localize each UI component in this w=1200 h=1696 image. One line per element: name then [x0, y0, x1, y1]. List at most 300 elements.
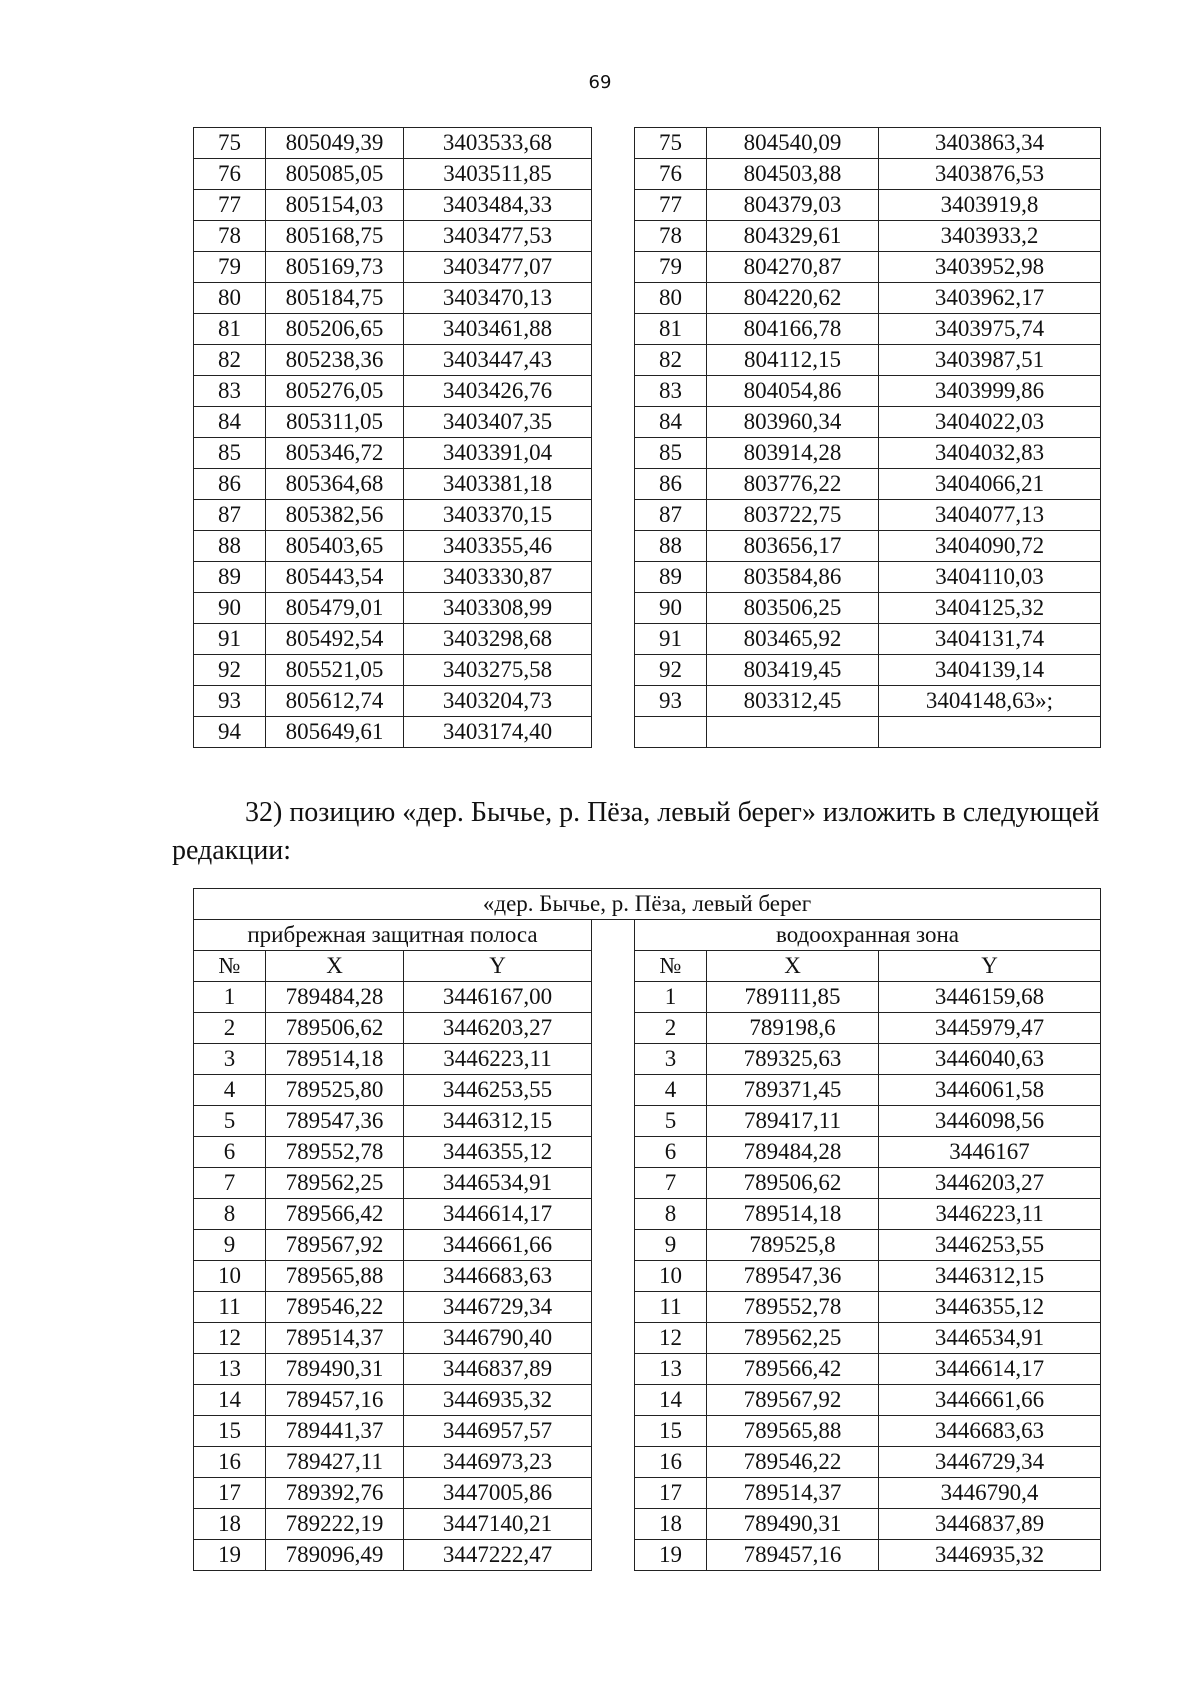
y-coordinate-left: 3446355,12: [404, 1137, 592, 1168]
point-number-left: 1: [194, 982, 266, 1013]
x-coordinate-left: 805649,61: [266, 717, 404, 748]
y-coordinate-left: 3403370,15: [404, 500, 592, 531]
point-number-left: 13: [194, 1354, 266, 1385]
column-gap: [592, 1230, 635, 1261]
point-number-left: 16: [194, 1447, 266, 1478]
y-coordinate-left: 3446683,63: [404, 1261, 592, 1292]
point-number-left: 83: [194, 376, 266, 407]
amendment-paragraph: 32) позицию «дер. Бычье, р. Пёза, левый берег» изложить в следующей редакции:: [172, 797, 1100, 866]
y-coordinate-right: 3446534,91: [879, 1323, 1101, 1354]
x-coordinate-left: 789514,37: [266, 1323, 404, 1354]
column-gap: [592, 1168, 635, 1199]
x-coordinate-right: 804112,15: [707, 345, 879, 376]
column-gap: [592, 1478, 635, 1509]
point-number-left: 88: [194, 531, 266, 562]
point-number-right: 2: [635, 1013, 707, 1044]
x-coordinate-right: 789371,45: [707, 1075, 879, 1106]
y-coordinate-right: 3446223,11: [879, 1199, 1101, 1230]
column-gap: [592, 283, 635, 314]
table-row: [194, 500, 1101, 531]
point-number-left: 12: [194, 1323, 266, 1354]
y-coordinate-right: 3446061,58: [879, 1075, 1101, 1106]
y-coordinate-left: 3403298,68: [404, 624, 592, 655]
point-number-right: 15: [635, 1416, 707, 1447]
table-row: [194, 1013, 1101, 1044]
table-row: [194, 190, 1101, 221]
x-coordinate-left: 805403,65: [266, 531, 404, 562]
y-coordinate-right: 3404110,03: [879, 562, 1101, 593]
y-coordinate-left: 3446973,23: [404, 1447, 592, 1478]
table-row: [194, 1354, 1101, 1385]
coastal-strip-header: прибрежная защитная полоса: [194, 920, 592, 951]
point-number-right: 92: [635, 655, 707, 686]
point-number-right: 87: [635, 500, 707, 531]
point-number-left: 17: [194, 1478, 266, 1509]
point-number-right: 16: [635, 1447, 707, 1478]
point-number-left: 77: [194, 190, 266, 221]
table-row: [194, 128, 1101, 159]
x-coordinate-left: 805311,05: [266, 407, 404, 438]
y-coordinate-left: 3446167,00: [404, 982, 592, 1013]
x-coordinate-left: 789441,37: [266, 1416, 404, 1447]
x-coordinate-right: 804270,87: [707, 252, 879, 283]
column-gap: [592, 655, 635, 686]
x-coordinate-left: 789547,36: [266, 1106, 404, 1137]
x-coordinate-right: 789567,92: [707, 1385, 879, 1416]
x-coordinate-left: 805492,54: [266, 624, 404, 655]
column-gap: [592, 190, 635, 221]
y-coordinate-right: 3446312,15: [879, 1261, 1101, 1292]
column-gap: [592, 1323, 635, 1354]
point-number-right: 12: [635, 1323, 707, 1354]
x-coordinate-left: 805049,39: [266, 128, 404, 159]
table-row: [194, 593, 1101, 624]
point-number-right: 17: [635, 1478, 707, 1509]
coordinates-table-continued: [193, 127, 1101, 748]
y-coordinate-left: 3446253,55: [404, 1075, 592, 1106]
point-number-right: 14: [635, 1385, 707, 1416]
x-coordinate-right: 789417,11: [707, 1106, 879, 1137]
point-number-right: 77: [635, 190, 707, 221]
x-coordinate-left: 805238,36: [266, 345, 404, 376]
x-coordinate-right: 789552,78: [707, 1292, 879, 1323]
column-gap: [592, 407, 635, 438]
table-row: [194, 1044, 1101, 1075]
point-number-right: 76: [635, 159, 707, 190]
y-coordinate-right: 3403876,53: [879, 159, 1101, 190]
y-coordinate-right: 3404139,14: [879, 655, 1101, 686]
point-number-right: 7: [635, 1168, 707, 1199]
table-row: [194, 624, 1101, 655]
column-gap: [592, 1199, 635, 1230]
y-coordinate-right: 3404148,63»;: [879, 686, 1101, 717]
point-number-left: 19: [194, 1540, 266, 1571]
header-x-right: X: [707, 951, 879, 982]
header-number-right: №: [635, 951, 707, 982]
x-coordinate-left: 805169,73: [266, 252, 404, 283]
x-coordinate-left: 805206,65: [266, 314, 404, 345]
point-number-right: 78: [635, 221, 707, 252]
y-coordinate-left: 3447222,47: [404, 1540, 592, 1571]
y-coordinate-right: 3446167: [879, 1137, 1101, 1168]
x-coordinate-right: 789490,31: [707, 1509, 879, 1540]
x-coordinate-right: 804379,03: [707, 190, 879, 221]
y-coordinate-right: 3403933,2: [879, 221, 1101, 252]
column-gap: [592, 1509, 635, 1540]
x-coordinate-left: 789096,49: [266, 1540, 404, 1571]
x-coordinate-right: 804054,86: [707, 376, 879, 407]
point-number-left: 79: [194, 252, 266, 283]
column-gap: [592, 717, 635, 748]
x-coordinate-left: 789565,88: [266, 1261, 404, 1292]
table-row: [194, 1292, 1101, 1323]
point-number-left: 9: [194, 1230, 266, 1261]
column-gap: [592, 1354, 635, 1385]
x-coordinate-left: 805521,05: [266, 655, 404, 686]
point-number-left: 76: [194, 159, 266, 190]
y-coordinate-right: 3446614,17: [879, 1354, 1101, 1385]
point-number-left: 75: [194, 128, 266, 159]
header-y-right: Y: [879, 951, 1101, 982]
y-coordinate-left: 3447005,86: [404, 1478, 592, 1509]
point-number-left: 86: [194, 469, 266, 500]
x-coordinate-right: 789514,18: [707, 1199, 879, 1230]
table-row: [194, 1230, 1101, 1261]
x-coordinate-left: 805382,56: [266, 500, 404, 531]
table-row: [194, 686, 1101, 717]
y-coordinate-left: 3403470,13: [404, 283, 592, 314]
point-number-left: 93: [194, 686, 266, 717]
point-number-right: 5: [635, 1106, 707, 1137]
table-row: [194, 1137, 1101, 1168]
y-coordinate-left: 3403477,07: [404, 252, 592, 283]
y-coordinate-right: 3445979,47: [879, 1013, 1101, 1044]
point-number-left: 5: [194, 1106, 266, 1137]
table-row: [194, 469, 1101, 500]
point-number-right: 81: [635, 314, 707, 345]
column-gap: [592, 593, 635, 624]
x-coordinate-right: 804540,09: [707, 128, 879, 159]
y-coordinate-right: 3446098,56: [879, 1106, 1101, 1137]
column-gap: [592, 1447, 635, 1478]
point-number-right: 9: [635, 1230, 707, 1261]
table-row: [194, 376, 1101, 407]
point-number-left: 84: [194, 407, 266, 438]
table-row: [194, 1447, 1101, 1478]
table-row: [194, 1075, 1101, 1106]
point-number-right: 6: [635, 1137, 707, 1168]
column-gap: [592, 500, 635, 531]
table-row: [194, 1385, 1101, 1416]
column-gap: [592, 982, 635, 1013]
column-gap: [592, 1013, 635, 1044]
y-coordinate-right: 3404022,03: [879, 407, 1101, 438]
x-coordinate-left: 789525,80: [266, 1075, 404, 1106]
point-number-left: 18: [194, 1509, 266, 1540]
point-number-right: 8: [635, 1199, 707, 1230]
column-gap: [592, 1106, 635, 1137]
y-coordinate-left: 3403275,58: [404, 655, 592, 686]
table-row: [194, 283, 1101, 314]
point-number-right: 13: [635, 1354, 707, 1385]
y-coordinate-right: 3404032,83: [879, 438, 1101, 469]
point-number-right: 83: [635, 376, 707, 407]
point-number-right: 3: [635, 1044, 707, 1075]
column-header-row: [194, 951, 1101, 982]
y-coordinate-left: 3403484,33: [404, 190, 592, 221]
y-coordinate-right: 3403975,74: [879, 314, 1101, 345]
water-zone-header: водоохранная зона: [635, 920, 1101, 951]
point-number-left: 78: [194, 221, 266, 252]
y-coordinate-left: 3403174,40: [404, 717, 592, 748]
table-row: [194, 314, 1101, 345]
y-coordinate-left: 3446312,15: [404, 1106, 592, 1137]
x-coordinate-left: 789427,11: [266, 1447, 404, 1478]
y-coordinate-right: 3446935,32: [879, 1540, 1101, 1571]
column-gap: [592, 624, 635, 655]
table-row: [194, 1168, 1101, 1199]
x-coordinate-left: 789552,78: [266, 1137, 404, 1168]
y-coordinate-left: 3403426,76: [404, 376, 592, 407]
table-row: [194, 717, 1101, 748]
column-gap: [592, 221, 635, 252]
x-coordinate-right: 803914,28: [707, 438, 879, 469]
column-gap: [592, 128, 635, 159]
y-coordinate-right: [879, 717, 1101, 748]
x-coordinate-right: 789565,88: [707, 1416, 879, 1447]
x-coordinate-left: 789484,28: [266, 982, 404, 1013]
y-coordinate-left: 3403330,87: [404, 562, 592, 593]
y-coordinate-right: 3404090,72: [879, 531, 1101, 562]
x-coordinate-left: 789514,18: [266, 1044, 404, 1075]
x-coordinate-left: 805364,68: [266, 469, 404, 500]
y-coordinate-left: 3446661,66: [404, 1230, 592, 1261]
x-coordinate-left: 789566,42: [266, 1199, 404, 1230]
point-number-left: 81: [194, 314, 266, 345]
column-gap: [592, 951, 635, 982]
table-row: [194, 531, 1101, 562]
y-coordinate-left: 3446957,57: [404, 1416, 592, 1447]
point-number-right: 86: [635, 469, 707, 500]
point-number-left: 4: [194, 1075, 266, 1106]
point-number-left: 15: [194, 1416, 266, 1447]
table2-body: [194, 982, 1101, 1571]
column-gap: [592, 1416, 635, 1447]
x-coordinate-left: 805612,74: [266, 686, 404, 717]
x-coordinate-right: 803776,22: [707, 469, 879, 500]
column-gap: [592, 438, 635, 469]
point-number-left: 90: [194, 593, 266, 624]
x-coordinate-left: 789457,16: [266, 1385, 404, 1416]
point-number-left: 8: [194, 1199, 266, 1230]
zone-header-row: [194, 920, 1101, 951]
column-gap: [592, 1385, 635, 1416]
x-coordinate-left: 789222,19: [266, 1509, 404, 1540]
point-number-right: 18: [635, 1509, 707, 1540]
column-gap: [592, 252, 635, 283]
x-coordinate-right: 789325,63: [707, 1044, 879, 1075]
point-number-left: 11: [194, 1292, 266, 1323]
x-coordinate-left: 805346,72: [266, 438, 404, 469]
point-number-right: 84: [635, 407, 707, 438]
y-coordinate-left: 3403391,04: [404, 438, 592, 469]
table-row: [194, 221, 1101, 252]
point-number-left: 2: [194, 1013, 266, 1044]
x-coordinate-right: 803465,92: [707, 624, 879, 655]
x-coordinate-right: 789546,22: [707, 1447, 879, 1478]
table-row: [194, 407, 1101, 438]
point-number-right: 11: [635, 1292, 707, 1323]
x-coordinate-right: 803584,86: [707, 562, 879, 593]
y-coordinate-left: 3403477,53: [404, 221, 592, 252]
point-number-right: 90: [635, 593, 707, 624]
point-number-right: 80: [635, 283, 707, 314]
x-coordinate-right: 803419,45: [707, 655, 879, 686]
point-number-left: 85: [194, 438, 266, 469]
x-coordinate-right: 789566,42: [707, 1354, 879, 1385]
y-coordinate-right: 3446203,27: [879, 1168, 1101, 1199]
header-y-left: Y: [404, 951, 592, 982]
header-x-left: X: [266, 951, 404, 982]
table-row: [194, 345, 1101, 376]
x-coordinate-right: [707, 717, 879, 748]
point-number-right: 93: [635, 686, 707, 717]
x-coordinate-left: 805276,05: [266, 376, 404, 407]
column-gap: [592, 159, 635, 190]
column-gap: [592, 314, 635, 345]
y-coordinate-left: 3403533,68: [404, 128, 592, 159]
y-coordinate-left: 3446837,89: [404, 1354, 592, 1385]
x-coordinate-left: 805085,05: [266, 159, 404, 190]
table1-body: [194, 128, 1101, 748]
x-coordinate-left: 805184,75: [266, 283, 404, 314]
table-row: [194, 1416, 1101, 1447]
point-number-left: 92: [194, 655, 266, 686]
table-row: [194, 252, 1101, 283]
y-coordinate-right: 3403863,34: [879, 128, 1101, 159]
table-row: [194, 1540, 1101, 1571]
table-row: [194, 655, 1101, 686]
y-coordinate-right: 3446355,12: [879, 1292, 1101, 1323]
y-coordinate-right: 3404125,32: [879, 593, 1101, 624]
table-row: [194, 982, 1101, 1013]
x-coordinate-left: 789546,22: [266, 1292, 404, 1323]
x-coordinate-right: 803656,17: [707, 531, 879, 562]
x-coordinate-right: 803312,45: [707, 686, 879, 717]
x-coordinate-right: 789562,25: [707, 1323, 879, 1354]
x-coordinate-left: 805154,03: [266, 190, 404, 221]
table-row: [194, 1199, 1101, 1230]
point-number-right: 89: [635, 562, 707, 593]
point-number-right: 19: [635, 1540, 707, 1571]
table-title: «дер. Бычье, р. Пёза, левый берег: [194, 889, 1101, 920]
x-coordinate-right: 803960,34: [707, 407, 879, 438]
y-coordinate-left: 3446534,91: [404, 1168, 592, 1199]
y-coordinate-right: 3403999,86: [879, 376, 1101, 407]
y-coordinate-right: 3446253,55: [879, 1230, 1101, 1261]
x-coordinate-right: 789525,8: [707, 1230, 879, 1261]
point-number-left: 10: [194, 1261, 266, 1292]
column-gap: [592, 1261, 635, 1292]
point-number-right: 75: [635, 128, 707, 159]
x-coordinate-right: 789547,36: [707, 1261, 879, 1292]
column-gap: [592, 531, 635, 562]
point-number-right: 88: [635, 531, 707, 562]
point-number-right: 91: [635, 624, 707, 655]
y-coordinate-left: 3403407,35: [404, 407, 592, 438]
point-number-right: 10: [635, 1261, 707, 1292]
y-coordinate-right: 3403962,17: [879, 283, 1101, 314]
table-row: [194, 1106, 1101, 1137]
y-coordinate-left: 3446203,27: [404, 1013, 592, 1044]
point-number-left: 7: [194, 1168, 266, 1199]
x-coordinate-left: 789506,62: [266, 1013, 404, 1044]
y-coordinate-left: 3447140,21: [404, 1509, 592, 1540]
x-coordinate-right: 803722,75: [707, 500, 879, 531]
point-number-left: 87: [194, 500, 266, 531]
point-number-right: 79: [635, 252, 707, 283]
point-number-right: 85: [635, 438, 707, 469]
y-coordinate-right: 3403987,51: [879, 345, 1101, 376]
x-coordinate-right: 789484,28: [707, 1137, 879, 1168]
table-row: [194, 1509, 1101, 1540]
x-coordinate-left: 789490,31: [266, 1354, 404, 1385]
x-coordinate-right: 789506,62: [707, 1168, 879, 1199]
table-row: [194, 438, 1101, 469]
column-gap: [592, 920, 635, 951]
table-row: [194, 1323, 1101, 1354]
x-coordinate-right: 789198,6: [707, 1013, 879, 1044]
y-coordinate-right: 3446661,66: [879, 1385, 1101, 1416]
coordinates-table-bychye: [193, 888, 1101, 1571]
table-row: [194, 562, 1101, 593]
point-number-left: 89: [194, 562, 266, 593]
column-gap: [592, 345, 635, 376]
x-coordinate-left: 805479,01: [266, 593, 404, 624]
column-gap: [592, 1137, 635, 1168]
column-gap: [592, 1540, 635, 1571]
column-gap: [592, 376, 635, 407]
y-coordinate-right: 3446683,63: [879, 1416, 1101, 1447]
x-coordinate-right: 803506,25: [707, 593, 879, 624]
y-coordinate-right: 3404131,74: [879, 624, 1101, 655]
point-number-left: 80: [194, 283, 266, 314]
x-coordinate-right: 804329,61: [707, 221, 879, 252]
y-coordinate-right: 3446159,68: [879, 982, 1101, 1013]
column-gap: [592, 686, 635, 717]
x-coordinate-left: 805443,54: [266, 562, 404, 593]
y-coordinate-left: 3446935,32: [404, 1385, 592, 1416]
point-number-right: 82: [635, 345, 707, 376]
table-row: [194, 159, 1101, 190]
point-number-left: 14: [194, 1385, 266, 1416]
y-coordinate-right: 3404077,13: [879, 500, 1101, 531]
table-row: [194, 1261, 1101, 1292]
y-coordinate-right: 3446729,34: [879, 1447, 1101, 1478]
point-number-left: 3: [194, 1044, 266, 1075]
x-coordinate-right: 804220,62: [707, 283, 879, 314]
y-coordinate-left: 3403461,88: [404, 314, 592, 345]
point-number-left: 94: [194, 717, 266, 748]
y-coordinate-left: 3403204,73: [404, 686, 592, 717]
y-coordinate-left: 3446729,34: [404, 1292, 592, 1323]
y-coordinate-right: 3446040,63: [879, 1044, 1101, 1075]
y-coordinate-left: 3403355,46: [404, 531, 592, 562]
column-gap: [592, 1292, 635, 1323]
y-coordinate-left: 3446223,11: [404, 1044, 592, 1075]
y-coordinate-right: 3446790,4: [879, 1478, 1101, 1509]
y-coordinate-right: 3404066,21: [879, 469, 1101, 500]
